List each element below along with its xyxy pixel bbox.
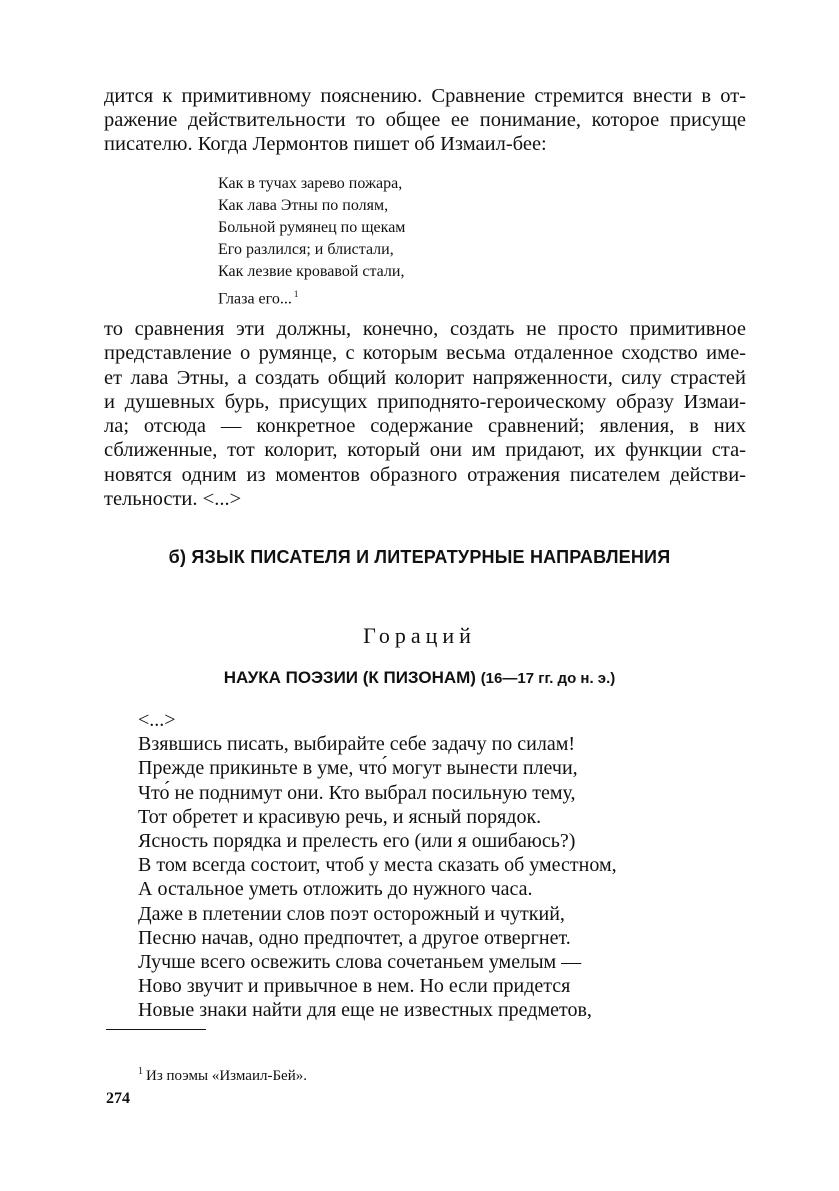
verse-line: Новые знаки найти для еще не известных предметов, (138, 999, 592, 1022)
verse-line: Его разлился; и блистали, (218, 241, 394, 258)
text-line: то сравнения эти должны, конечно, создать не просто примитивное (104, 318, 746, 340)
verse-line: Как лезвие кровавой стали, (218, 263, 405, 280)
verse-line: А остальное уметь отложить до нужного часа. (138, 878, 533, 901)
verse-line: Прежде прикиньте в уме, что́ могут вынести плечи, (138, 757, 578, 780)
verse-line: <...> (138, 709, 176, 731)
verse-line: Ясность порядка и прелесть его (или я ошибаюсь?) (138, 830, 576, 853)
verse-line: Даже в плетении слов поэт осторожный и чуткий, (138, 902, 565, 925)
text-line: дится к примитивному пояснению. Сравнение стремится внести в от- (104, 85, 746, 107)
lermontov-quote (218, 173, 405, 310)
section-heading: б) ЯЗЫК ПИСАТЕЛЯ И ЛИТЕРАТУРНЫЕ НАПРАВЛЕНИЯ (168, 547, 671, 567)
work-title-text: НАУКА ПОЭЗИИ (К ПИЗОНАМ) (223, 668, 476, 687)
text-line: ражение действительности то общее ее понимание, которое присуще (104, 109, 746, 131)
text-line: ла; отсюда — конкретное содержание сравнений; явления, в них (104, 415, 746, 438)
verse-line: Песню начав, одно предпочтет, а другое отвергнет. (138, 926, 571, 949)
verse-line: Больной румянец по щекам (218, 219, 406, 236)
footnote (138, 1063, 307, 1085)
verse-line: Взявшись писать, выбирайте себе задачу по силам! (138, 733, 576, 756)
author-name: Гораций (363, 623, 476, 648)
verse-line: Что́ не поднимут они. Кто выбрал посильную тему, (138, 781, 576, 804)
verse-line: Как лава Этны по полям, (218, 197, 389, 214)
verse-line: Лучше всего освежить слова сочетаньем умелым — (138, 951, 582, 974)
text-line: новятся одним из моментов образного отражения писателем действи- (104, 463, 746, 486)
page-number: 274 (106, 1090, 130, 1107)
paragraph-intro (104, 84, 746, 156)
work-title-dates: (16—17 гг. до н. э.) (480, 670, 616, 687)
footnote-text: Из поэмы «Измаил-Бей». (146, 1068, 307, 1084)
footnote-reference: 1 (293, 289, 299, 299)
verse-line (218, 283, 405, 310)
footnote-mark: 1 (138, 1066, 143, 1077)
verse-line: Тот обретет и красивую речь, и ясный порядок. (138, 805, 542, 828)
verse-line: Ново звучит и привычное в нем. Но если придется (138, 975, 571, 998)
text-line: сближенные, тот колорит, который они им придают, их функции ста- (104, 439, 746, 462)
verse-text: Глаза его... (218, 290, 292, 308)
text-line: и душевных бурь, присущих приподнято-героическому образу Измаи- (104, 390, 746, 413)
text-line: представление о румянце, с которым весьма отдаленное сходство име- (104, 342, 746, 365)
work-title (0, 668, 839, 688)
text-line: ет лава Этны, а создать общий колорит напряженности, силу страстей (104, 366, 746, 389)
text-line: тельности. <...> (104, 488, 242, 511)
text-line: писателю. Когда Лермонтов пишет об Измаил-бее: (104, 133, 547, 155)
horace-excerpt (138, 708, 617, 1023)
paragraph-analysis (104, 317, 746, 511)
footnote-divider (106, 1029, 206, 1030)
verse-line: В том всегда состоит, чтоб у места сказать об уместном, (138, 854, 617, 877)
verse-line: Как в тучах зарево пожара, (218, 175, 403, 192)
